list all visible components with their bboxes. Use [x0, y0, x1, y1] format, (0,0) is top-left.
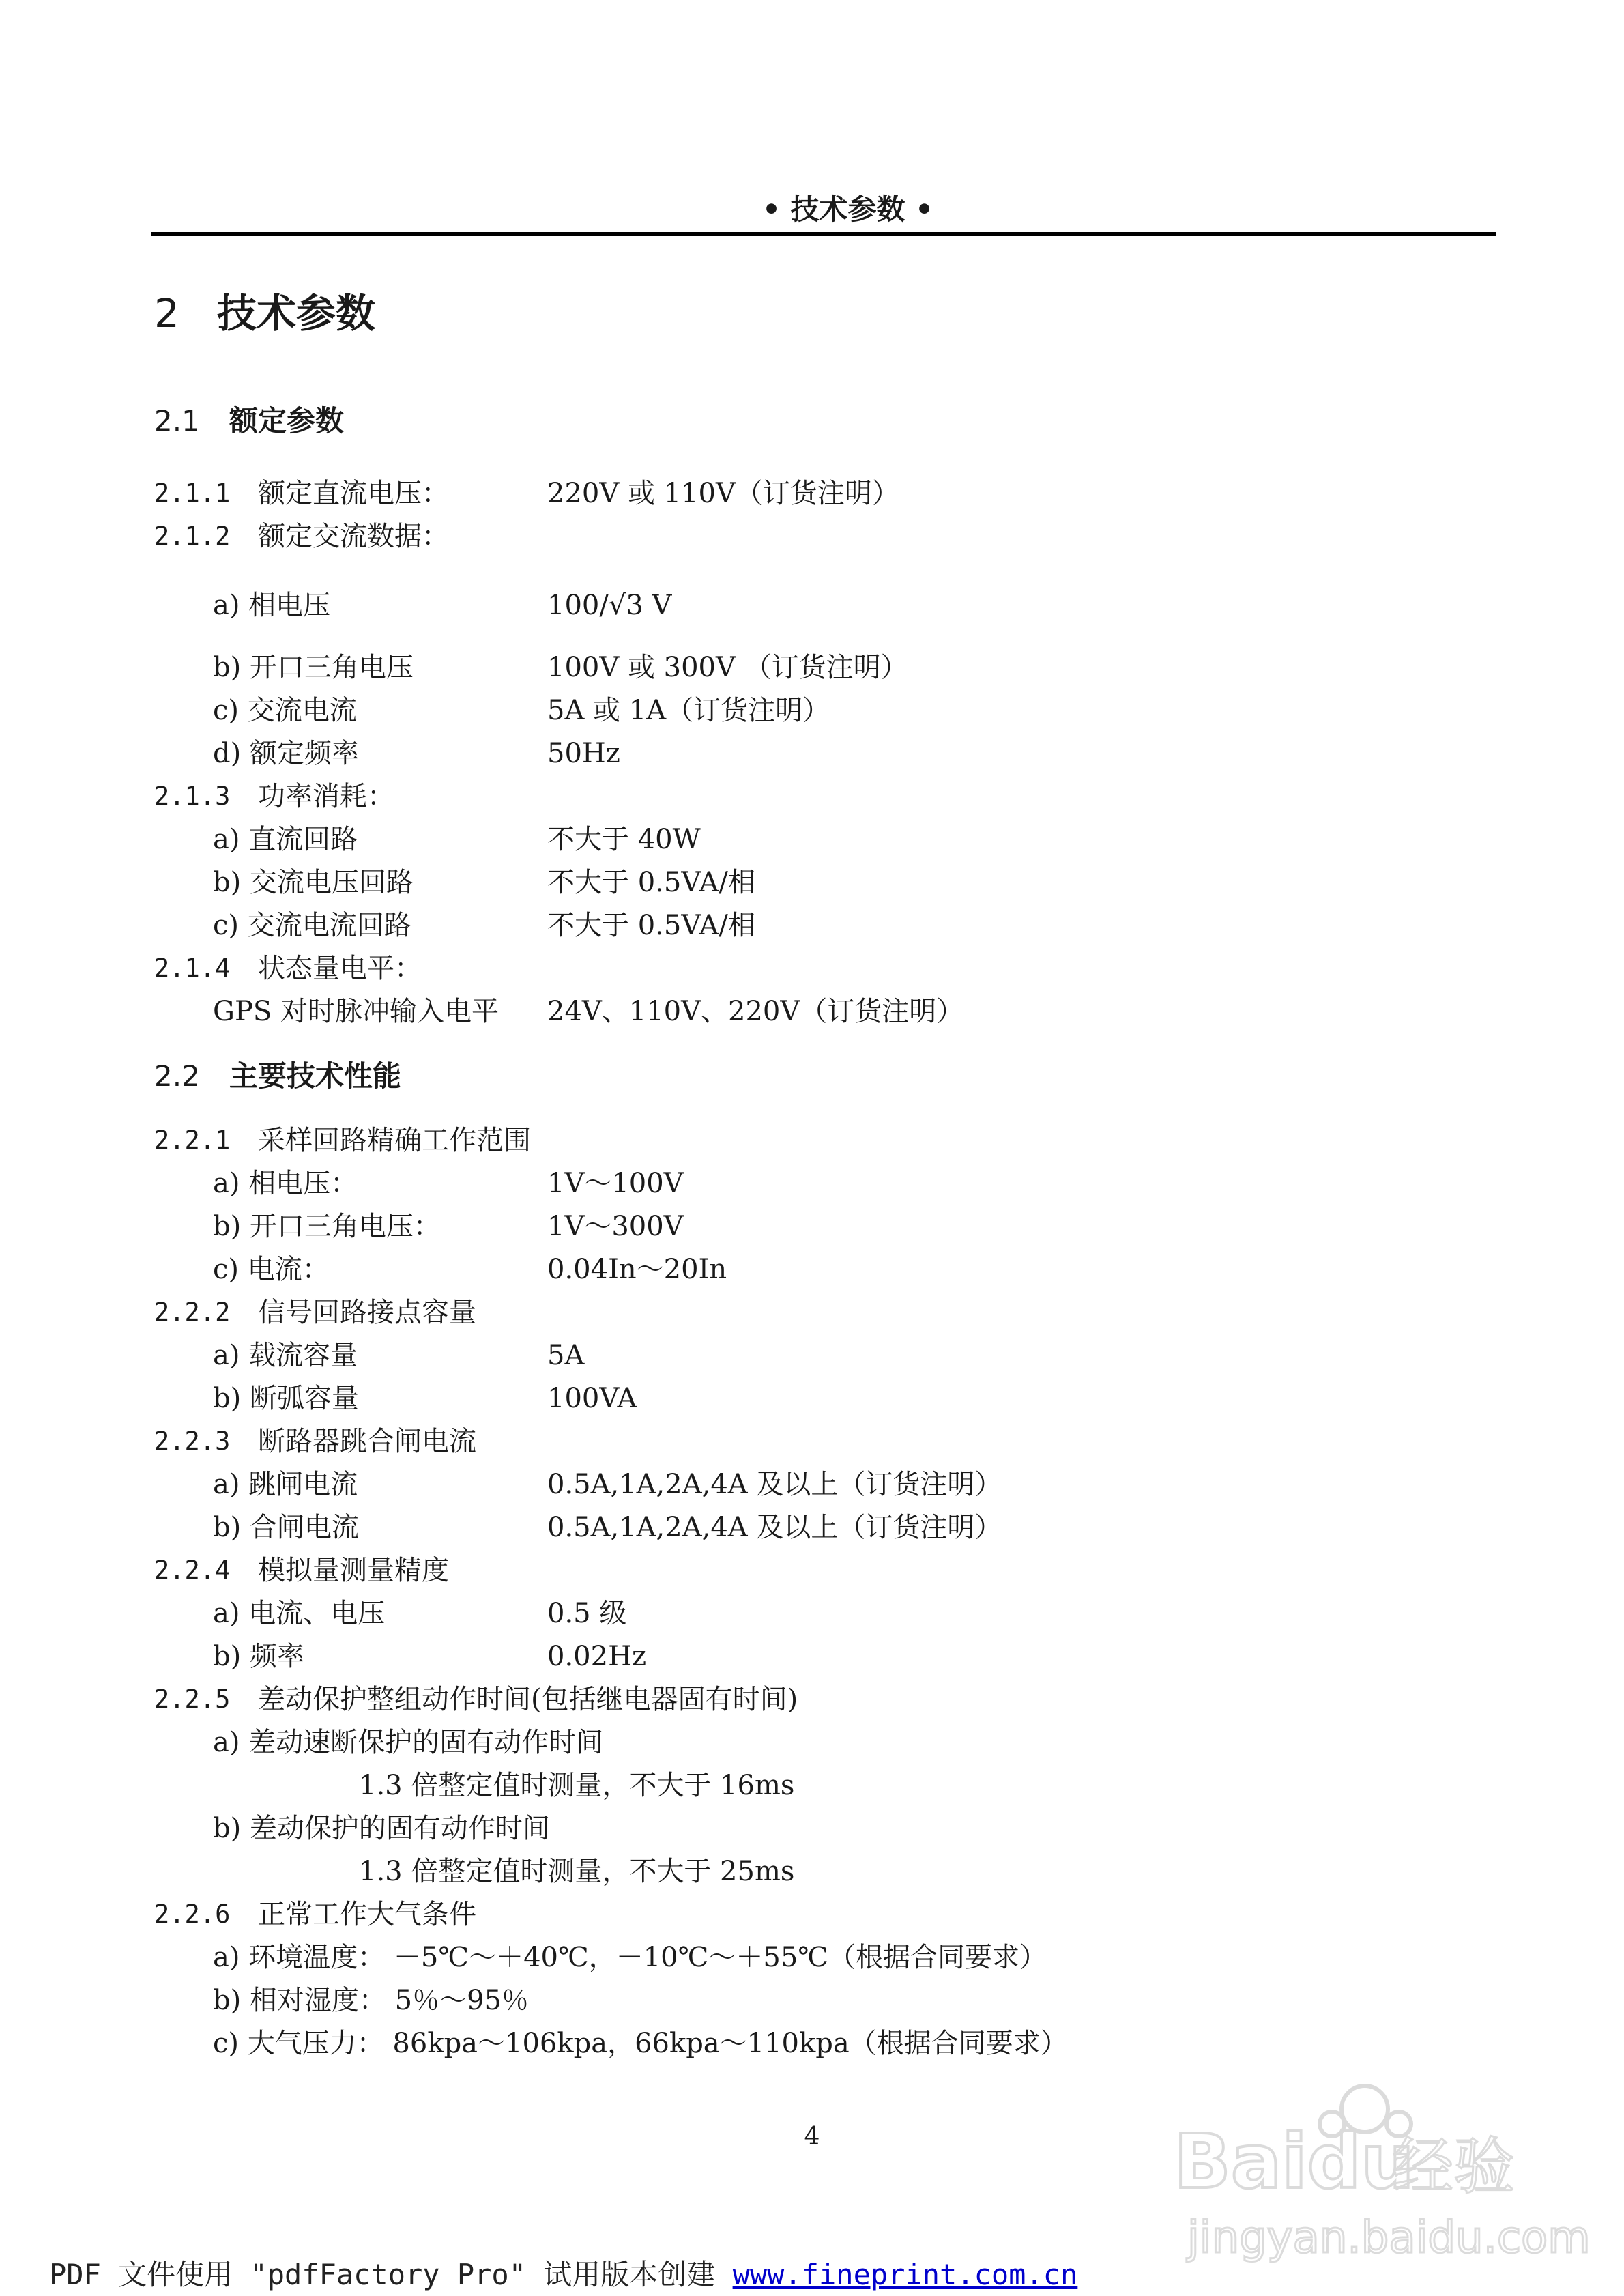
subsection-heading-2-2: [154, 1054, 401, 1095]
subsection-number: 2.1: [154, 404, 200, 437]
running-header: • 技术参数 •: [762, 192, 933, 226]
spec-label: 正常工作大气条件: [258, 1899, 476, 1930]
spec-value: 1V～100V: [547, 1168, 684, 1199]
clause-number: 2.1.2: [154, 521, 231, 551]
spec-value: 不大于 0.5VA/相: [547, 910, 755, 941]
spec-value: 24V、110V、220V（订货注明）: [547, 996, 964, 1027]
spec-label: 信号回路接点容量: [258, 1297, 476, 1328]
spec-label: a) 跳闸电流: [213, 1469, 358, 1500]
spec-label: a) 差动速断保护的固有动作时间: [213, 1727, 604, 1758]
spec-label: c) 交流电流回路: [213, 910, 411, 941]
spec-label: b) 相对湿度： 5％～95％: [213, 1985, 529, 2016]
header-rule: [151, 232, 1496, 236]
clause-number: 2.2.5: [154, 1684, 231, 1714]
spec-label: c) 交流电流: [213, 695, 357, 726]
spec-value: 100V 或 300V （订货注明）: [547, 652, 908, 683]
spec-label: b) 开口三角电压: [213, 652, 414, 683]
clause-number: 2.2.2: [154, 1297, 231, 1327]
spec-value: 100VA: [547, 1383, 637, 1414]
spec-value: 0.04In～20In: [547, 1254, 727, 1285]
spec-label: b) 频率: [213, 1641, 304, 1672]
clause-number: 2.2.3: [154, 1426, 231, 1456]
spec-label: 断路器跳合闸电流: [258, 1426, 476, 1457]
spec-value: 0.5A,1A,2A,4A 及以上（订货注明）: [547, 1512, 1002, 1543]
svg-text:Baidu: Baidu: [1174, 2118, 1415, 2205]
baidu-jingyan-watermark: [1160, 2068, 1591, 2273]
spec-label: 功率消耗：: [258, 781, 394, 812]
spec-label: GPS 对时脉冲输入电平: [213, 996, 499, 1027]
page-number: 4: [804, 2123, 820, 2151]
subsection-title: 主要技术性能: [229, 1059, 402, 1093]
svg-text:经验: 经验: [1392, 2131, 1515, 2202]
spec-value: 220V 或 110V（订货注明）: [547, 478, 899, 509]
subsection-number: 2.2: [154, 1059, 200, 1093]
clause-number: 2.1.1: [154, 478, 231, 508]
clause-number: 2.1.4: [154, 953, 231, 983]
clause-number: 2.2.6: [154, 1899, 231, 1929]
subsection-title: 额定参数: [229, 404, 345, 437]
spec-label: c) 大气压力： 86kpa～106kpa，66kpa～110kpa（根据合同要求）: [213, 2028, 1068, 2059]
spec-label: c) 电流：: [213, 1254, 330, 1285]
spec-value: 100/√3 V: [547, 590, 672, 621]
footer-link[interactable]: www.fineprint.com.cn: [732, 2258, 1078, 2291]
spec-label: b) 开口三角电压：: [213, 1211, 441, 1242]
footer-text: PDF 文件使用 "pdfFactory Pro" 试用版本创建: [49, 2258, 733, 2291]
spec-label: a) 载流容量: [213, 1340, 358, 1371]
pdf-footer: [49, 2252, 1077, 2293]
subsection-heading-2-1: [154, 399, 344, 440]
spec-label: d) 额定频率: [213, 738, 359, 769]
section-number: 2: [154, 290, 179, 336]
spec-value: 5A 或 1A（订货注明）: [547, 695, 830, 726]
spec-label: a) 相电压: [213, 590, 331, 621]
spec-value: 50Hz: [547, 738, 620, 769]
spec-label: a) 环境温度： －5℃～＋40℃，－10℃～＋55℃（根据合同要求）: [213, 1942, 1047, 1973]
spec-label: b) 交流电压回路: [213, 867, 414, 898]
spec-label: b) 合闸电流: [213, 1512, 359, 1543]
spec-label: 采样回路精确工作范围: [258, 1125, 531, 1156]
spec-label: b) 差动保护的固有动作时间: [213, 1813, 550, 1844]
spec-value: 5A: [547, 1340, 585, 1371]
svg-text:jingyan.baidu.com: jingyan.baidu.com: [1187, 2213, 1591, 2263]
spec-label: 1.3 倍整定值时测量，不大于 25ms: [359, 1856, 795, 1887]
clause-number: 2.1.3: [154, 781, 231, 811]
spec-value: 0.5 级: [547, 1598, 627, 1629]
spec-label: 差动保护整组动作时间(包括继电器固有时间): [258, 1684, 798, 1715]
spec-label: a) 直流回路: [213, 824, 358, 855]
spec-label: a) 电流、电压: [213, 1598, 386, 1629]
spec-label: b) 断弧容量: [213, 1383, 359, 1414]
spec-value: 0.5A,1A,2A,4A 及以上（订货注明）: [547, 1469, 1002, 1500]
section-heading: [154, 281, 375, 339]
spec-value: 0.02Hz: [547, 1641, 647, 1672]
section-title: 技术参数: [217, 290, 376, 336]
clause-number: 2.2.1: [154, 1125, 231, 1155]
spec-value: 不大于 0.5VA/相: [547, 867, 755, 898]
spec-label: 状态量电平：: [258, 953, 422, 984]
spec-value: 1V～300V: [547, 1211, 684, 1242]
spec-value: 不大于 40W: [547, 824, 701, 855]
spec-label: 额定交流数据：: [258, 521, 449, 552]
spec-label: 额定直流电压：: [258, 478, 449, 509]
spec-label: a) 相电压：: [213, 1168, 358, 1199]
clause-number: 2.2.4: [154, 1555, 231, 1585]
spec-label: 1.3 倍整定值时测量，不大于 16ms: [359, 1770, 795, 1801]
spec-label: 模拟量测量精度: [258, 1555, 449, 1586]
